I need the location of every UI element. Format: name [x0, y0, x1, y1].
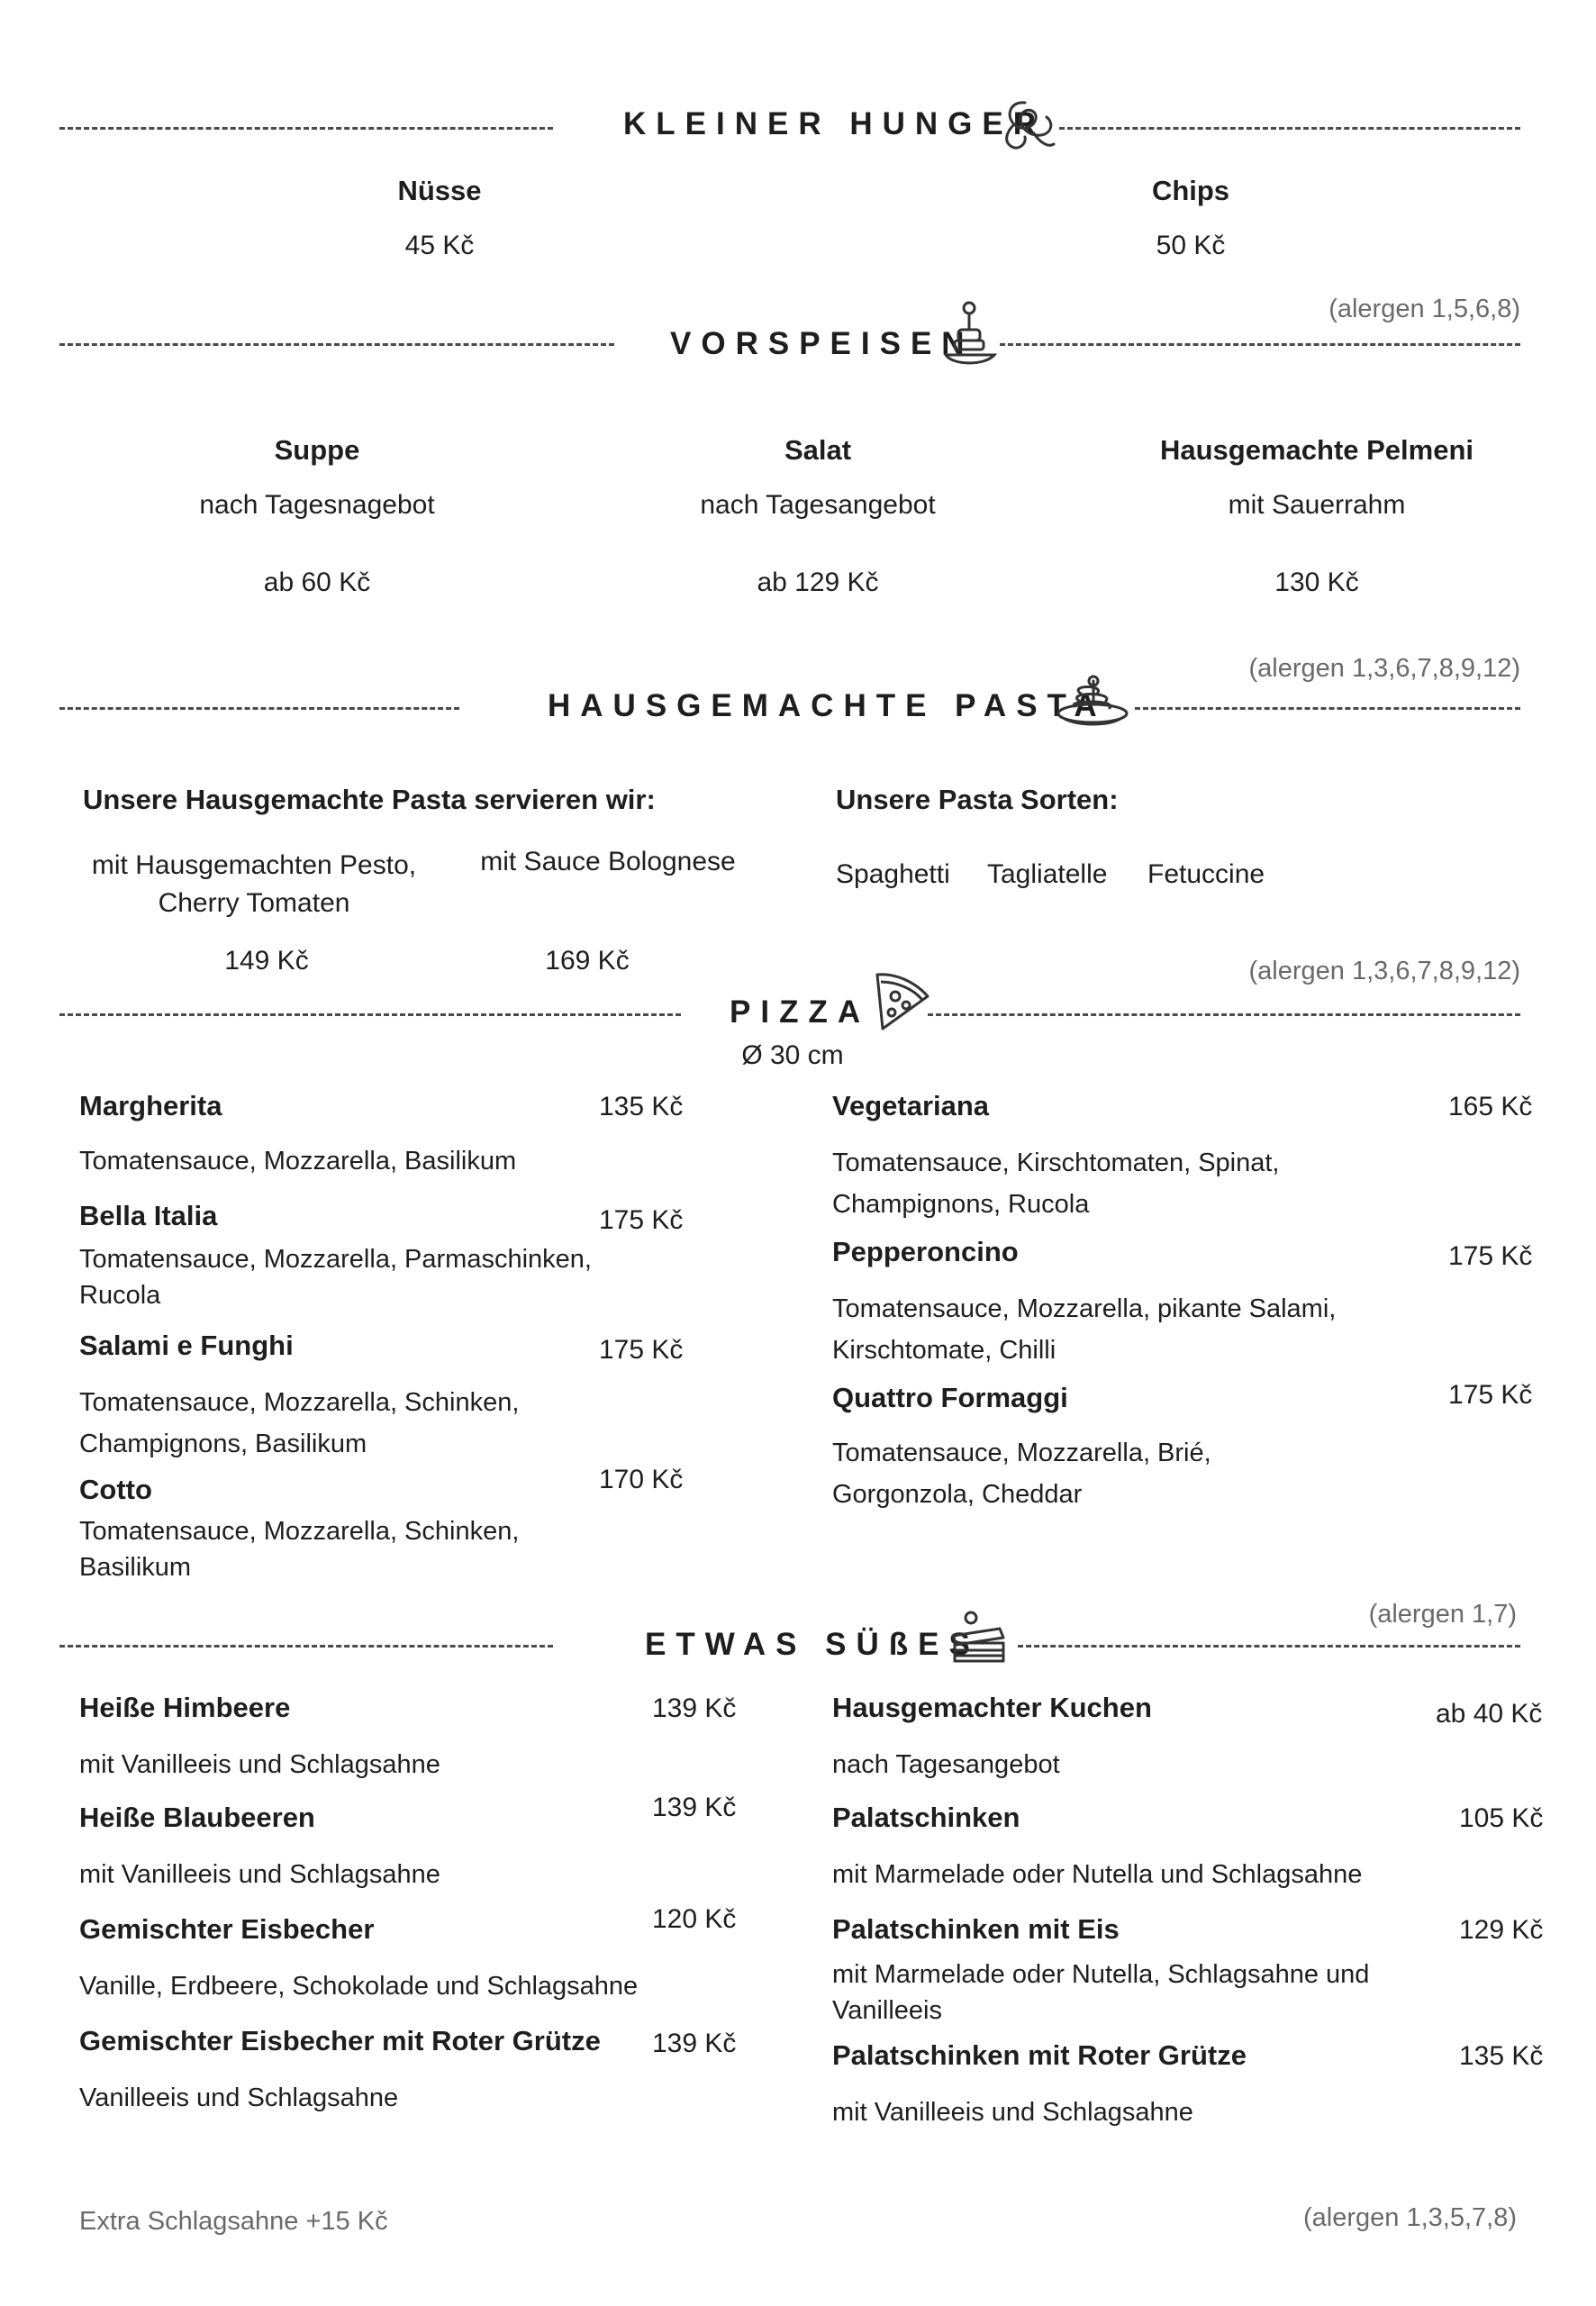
item-desc: Tomatensauce, Mozzarella, Basilikum [79, 1147, 517, 1176]
item-price: 139 Kč [652, 2029, 737, 2058]
pasta-serve-heading: Unsere Hausgemachte Pasta servieren wir: [83, 784, 656, 815]
section-title-pizza: PIZZA [730, 994, 871, 1030]
item-desc: mit Marmelade oder Nutella und Schlagsahne [832, 1860, 1363, 1889]
item-name: Hausgemachte Pelmeni [1159, 434, 1474, 466]
item-desc: mit Sauerrahm [1228, 490, 1406, 520]
item-price: 170 Kč [599, 1465, 684, 1494]
item-name: Salami e Funghi [79, 1330, 294, 1361]
item-name: Margherita [79, 1090, 222, 1121]
section-divider [928, 1013, 1520, 1016]
item-price: 120 Kč [652, 1904, 737, 1934]
section-title-kleiner-hunger: KLEINER HUNGER [623, 106, 1047, 141]
item-price: 45 Kč [404, 231, 475, 260]
skewer-icon [942, 299, 998, 376]
item-price: 165 Kč [1448, 1092, 1533, 1121]
item-desc: Tomatensauce, Mozzarella, Schinken, Champignons, Basilikum [79, 1388, 520, 1458]
section-divider [59, 343, 614, 346]
item-price: 175 Kč [599, 1205, 684, 1235]
pasta-option [74, 847, 434, 922]
pretzel-icon [998, 97, 1057, 158]
item-name: Palatschinken [832, 1802, 1020, 1833]
item-price: 105 Kč [1459, 1803, 1544, 1833]
item-desc: mit Marmelade oder Nutella, Schlagsahne und Vanilleeis [832, 1960, 1370, 2025]
section-divider [59, 1013, 681, 1016]
extra-note: Extra Schlagsahne +15 Kč [79, 2207, 388, 2236]
pizza-slice-icon [874, 969, 931, 1037]
item-name: Heiße Blaubeeren [79, 1802, 315, 1833]
item-desc: nach Tagesnagebot [199, 490, 435, 520]
item-name: Gemischter Eisbecher mit Roter Grütze [79, 2025, 601, 2056]
section-title-pasta: HAUSGEMACHTE PASTA [548, 688, 1107, 723]
item-desc: Tomatensauce, Mozzarella, Schinken, Basilikum [79, 1517, 520, 1582]
item-price: 139 Kč [652, 1693, 737, 1723]
item-price: 129 Kč [1459, 1915, 1544, 1945]
item-name: Heiße Himbeere [79, 1692, 291, 1723]
pasta-sort: Spaghetti [836, 859, 950, 889]
allergen-note: (alergen 1,7) [1368, 1600, 1517, 1629]
section-divider [59, 1645, 553, 1648]
item-desc: mit Vanilleeis und Schlagsahne [79, 1860, 440, 1889]
item-desc: Tomatensauce, Mozzarella, pikante Salami, Kirschtomate, Chilli [832, 1294, 1337, 1365]
item-desc: Tomatensauce, Mozzarella, Brié, Gorgonzola, Cheddar [832, 1439, 1211, 1509]
item-price: 139 Kč [652, 1793, 737, 1822]
item-price: 135 Kč [599, 1092, 684, 1121]
pasta-option: mit Sauce Bolognese [480, 847, 736, 876]
item-desc: Tomatensauce, Kirschtomaten, Spinat, Champignons, Rucola [832, 1148, 1280, 1219]
section-title-suesses: ETWAS SÜßES [645, 1627, 980, 1662]
item-desc: mit Vanilleeis und Schlagsahne [79, 1750, 440, 1779]
item-price: 130 Kč [1274, 567, 1359, 597]
item-price: ab 60 Kč [263, 567, 371, 597]
item-name: Bella Italia [79, 1200, 218, 1231]
item-desc: nach Tagesangebot [832, 1750, 1060, 1779]
pasta-sort: Tagliatelle [987, 859, 1108, 889]
pasta-sorts-heading: Unsere Pasta Sorten: [836, 784, 1119, 815]
allergen-note: (alergen 1,3,6,7,8,9,12) [1248, 957, 1520, 985]
item-desc: mit Vanilleeis und Schlagsahne [832, 2098, 1193, 2127]
item-price: 175 Kč [1448, 1241, 1533, 1271]
item-price: 50 Kč [1156, 231, 1226, 260]
item-desc: Vanilleeis und Schlagsahne [79, 2084, 399, 2112]
item-desc: nach Tagesangebot [700, 490, 936, 520]
item-name: Suppe [274, 434, 360, 466]
item-price: 135 Kč [1459, 2041, 1544, 2071]
item-name: Gemischter Eisbecher [79, 1913, 375, 1945]
item-name: Salat [784, 434, 852, 466]
item-desc: Vanille, Erdbeere, Schokolade und Schlagsahne [79, 1972, 639, 2001]
section-divider [1135, 707, 1520, 710]
item-price: 175 Kč [1448, 1380, 1533, 1410]
pasta-option-line: mit Hausgemachten Pesto, [91, 850, 417, 880]
item-name: Cotto [79, 1474, 152, 1505]
cake-icon [949, 1609, 1009, 1671]
section-divider [1059, 127, 1520, 130]
item-name: Pepperoncino [832, 1236, 1019, 1267]
section-divider [59, 707, 459, 710]
item-desc: Tomatensauce, Mozzarella, Parmaschinken, Rucola [79, 1245, 592, 1310]
item-name: Palatschinken mit Roter Grütze [832, 2039, 1247, 2071]
allergen-note: (alergen 1,3,5,7,8) [1303, 2203, 1517, 2232]
item-price: 175 Kč [599, 1335, 684, 1365]
item-name: Palatschinken mit Eis [832, 1913, 1120, 1945]
item-name: Quattro Formaggi [832, 1382, 1068, 1413]
section-title-vorspeisen: VORSPEISEN [670, 326, 975, 361]
pasta-sort: Fetuccine [1147, 859, 1265, 889]
pasta-option-price: 149 Kč [224, 946, 309, 976]
item-name: Chips [1151, 175, 1230, 206]
item-name: Vegetariana [832, 1090, 990, 1121]
allergen-note: (alergen 1,5,6,8) [1328, 295, 1520, 323]
pasta-plate-icon [1054, 674, 1131, 734]
item-name: Hausgemachter Kuchen [832, 1692, 1152, 1723]
allergen-note: (alergen 1,3,6,7,8,9,12) [1248, 654, 1520, 683]
item-price: ab 40 Kč [1436, 1699, 1543, 1729]
item-name: Nüsse [397, 175, 482, 206]
pasta-option-price: 169 Kč [545, 946, 630, 976]
section-divider [1018, 1645, 1520, 1648]
section-divider [1000, 343, 1520, 346]
pizza-size: Ø 30 cm [741, 1040, 844, 1070]
item-price: ab 129 Kč [757, 567, 879, 597]
pasta-option-line: Cherry Tomaten [158, 888, 350, 918]
section-divider [59, 127, 553, 130]
